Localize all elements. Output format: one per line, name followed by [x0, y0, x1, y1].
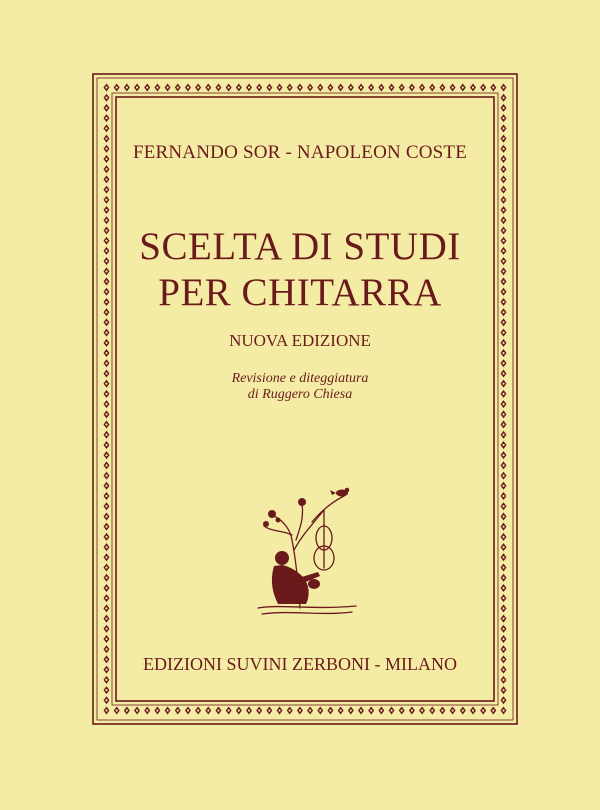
- border-ornament-dot: [116, 709, 118, 711]
- border-ornament-dot: [502, 209, 504, 211]
- border-ornament-dot: [105, 648, 107, 650]
- border-ornament-dot: [289, 86, 291, 88]
- border-ornament-dot: [105, 454, 107, 456]
- border-ornament-dot: [105, 577, 107, 579]
- border-ornament-dot: [502, 597, 504, 599]
- border-ornament-dot: [502, 352, 504, 354]
- border-ornament-dot: [238, 709, 240, 711]
- border-ornament-dot: [482, 709, 484, 711]
- border-ornament-dot: [319, 86, 321, 88]
- border-ornament-dot: [105, 117, 107, 119]
- border-ornament-dot: [502, 638, 504, 640]
- border-ornament-dot: [441, 709, 443, 711]
- border-ornament-dot: [340, 86, 342, 88]
- border-ornament-dot: [370, 86, 372, 88]
- border-ornament-dot: [105, 587, 107, 589]
- border-ornament-dot: [350, 86, 352, 88]
- border-ornament-dot: [502, 117, 504, 119]
- border-ornament-dot: [502, 617, 504, 619]
- border-ornament-dot: [217, 86, 219, 88]
- border-ornament-dot: [278, 709, 280, 711]
- border-ornament-dot: [105, 526, 107, 528]
- border-ornament-dot: [105, 168, 107, 170]
- border-ornament-dot: [350, 709, 352, 711]
- border-ornament-dot: [380, 86, 382, 88]
- border-ornament-dot: [177, 86, 179, 88]
- border-ornament-dot: [452, 709, 454, 711]
- border-ornament-dot: [502, 219, 504, 221]
- border-ornament-dot: [207, 86, 209, 88]
- border-ornament-dot: [502, 689, 504, 691]
- border-ornament-dot: [166, 709, 168, 711]
- border-ornament-dot: [502, 515, 504, 517]
- border-ornament-dot: [105, 444, 107, 446]
- border-ornament-dot: [319, 709, 321, 711]
- border-ornament-dot: [146, 709, 148, 711]
- border-ornament-dot: [462, 709, 464, 711]
- border-ornament-dot: [411, 86, 413, 88]
- border-ornament-dot: [502, 607, 504, 609]
- border-ornament-dot: [390, 86, 392, 88]
- border-ornament-dot: [105, 137, 107, 139]
- border-ornament-dot: [472, 86, 474, 88]
- border-ornament-dot: [502, 362, 504, 364]
- border-ornament-dot: [492, 86, 494, 88]
- border-ornament-dot: [340, 709, 342, 711]
- border-ornament-dot: [502, 464, 504, 466]
- border-ornament-dot: [502, 709, 504, 711]
- border-ornament-dot: [105, 699, 107, 701]
- border-ornament-dot: [105, 413, 107, 415]
- border-ornament-dot: [105, 597, 107, 599]
- border-ornament-dot: [238, 86, 240, 88]
- border-ornament-dot: [197, 709, 199, 711]
- border-ornament-dot: [177, 709, 179, 711]
- border-ornament-dot: [502, 403, 504, 405]
- border-ornament-dot: [228, 86, 230, 88]
- border-ornament-dot: [502, 127, 504, 129]
- border-ornament-dot: [502, 566, 504, 568]
- border-ornament-dot: [502, 97, 504, 99]
- border-ornament-dot: [258, 709, 260, 711]
- border-ornament-dot: [187, 86, 189, 88]
- border-ornament-dot: [502, 699, 504, 701]
- border-ornament-dot: [360, 86, 362, 88]
- border-ornament-dot: [380, 709, 382, 711]
- border-ornament-dot: [207, 709, 209, 711]
- border-ornament-dot: [401, 709, 403, 711]
- border-ornament-dot: [146, 86, 148, 88]
- border-ornament-dot: [502, 423, 504, 425]
- border-ornament-dot: [502, 577, 504, 579]
- border-ornament-dot: [278, 86, 280, 88]
- border-ornament-dot: [105, 189, 107, 191]
- border-ornament-dot: [197, 86, 199, 88]
- border-ornament-dot: [105, 556, 107, 558]
- border-ornament-dot: [329, 709, 331, 711]
- border-ornament-dot: [421, 709, 423, 711]
- border-ornament-dot: [268, 86, 270, 88]
- border-ornament-dot: [502, 546, 504, 548]
- border-ornament-dot: [217, 709, 219, 711]
- border-ornament-dot: [105, 628, 107, 630]
- border-ornament-dot: [502, 321, 504, 323]
- border-ornament-dot: [462, 86, 464, 88]
- border-ornament-dot: [187, 709, 189, 711]
- border-ornament-dot: [421, 86, 423, 88]
- border-ornament-dot: [105, 209, 107, 211]
- border-ornament-dot: [228, 709, 230, 711]
- revision-line-2: di Ruggero Chiesa: [247, 387, 353, 402]
- border-ornament-dot: [502, 536, 504, 538]
- border-ornament-dot: [105, 178, 107, 180]
- border-ornament-dot: [390, 709, 392, 711]
- border-ornament-dot: [289, 709, 291, 711]
- border-ornament-dot: [136, 709, 138, 711]
- border-ornament-dot: [105, 536, 107, 538]
- border-ornament-dot: [502, 505, 504, 507]
- guitarist-under-tree-engraving-icon: [252, 480, 362, 620]
- border-ornament-dot: [105, 434, 107, 436]
- border-ornament-dot: [116, 86, 118, 88]
- border-ornament-dot: [309, 709, 311, 711]
- border-ornament-dot: [502, 168, 504, 170]
- border-ornament-dot: [502, 189, 504, 191]
- border-ornament-dot: [268, 709, 270, 711]
- edition: NUOVA EDIZIONE: [229, 331, 371, 350]
- border-ornament-dot: [105, 362, 107, 364]
- border-ornament-dot: [105, 86, 107, 88]
- border-ornament-dot: [502, 137, 504, 139]
- border-ornament-dot: [105, 495, 107, 497]
- border-ornament-dot: [502, 587, 504, 589]
- border-ornament-dot: [502, 474, 504, 476]
- border-ornament-dot: [502, 454, 504, 456]
- border-ornament-dot: [156, 86, 158, 88]
- border-ornament-dot: [401, 86, 403, 88]
- border-ornament-dot: [502, 679, 504, 681]
- title-line-1: SCELTA DI STUDI: [139, 225, 461, 268]
- publisher: EDIZIONI SUVINI ZERBONI - MILANO: [143, 654, 457, 674]
- border-ornament-dot: [166, 86, 168, 88]
- border-ornament-dot: [105, 219, 107, 221]
- border-ornament-dot: [105, 617, 107, 619]
- border-ornament-dot: [105, 127, 107, 129]
- border-ornament-dot: [248, 86, 250, 88]
- border-ornament-dot: [441, 86, 443, 88]
- border-ornament-dot: [502, 495, 504, 497]
- border-ornament-dot: [105, 638, 107, 640]
- border-ornament-dot: [329, 86, 331, 88]
- border-ornament-dot: [299, 709, 301, 711]
- border-ornament-dot: [105, 474, 107, 476]
- border-ornament-dot: [105, 607, 107, 609]
- border-ornament-dot: [492, 709, 494, 711]
- border-ornament-dot: [502, 107, 504, 109]
- border-ornament-dot: [502, 556, 504, 558]
- authors: FERNANDO SOR - NAPOLEON COSTE: [132, 142, 468, 163]
- border-ornament-dot: [309, 86, 311, 88]
- border-ornament-dot: [482, 86, 484, 88]
- border-ornament-dot: [105, 199, 107, 201]
- border-ornament-dot: [248, 709, 250, 711]
- border-ornament-dot: [105, 689, 107, 691]
- border-ornament-dot: [105, 515, 107, 517]
- border-ornament-dot: [105, 97, 107, 99]
- border-ornament-dot: [126, 709, 128, 711]
- border-ornament-dot: [105, 352, 107, 354]
- border-ornament-dot: [502, 434, 504, 436]
- border-ornament-dot: [502, 178, 504, 180]
- border-ornament-dot: [126, 86, 128, 88]
- border-ornament-dot: [105, 709, 107, 711]
- border-ornament-dot: [105, 566, 107, 568]
- border-ornament-dot: [502, 485, 504, 487]
- border-ornament-dot: [105, 321, 107, 323]
- border-ornament-dot: [502, 444, 504, 446]
- revision-line-1: Revisione e diteggiatura: [231, 371, 369, 386]
- border-ornament-dot: [472, 709, 474, 711]
- border-ornament-dot: [431, 86, 433, 88]
- border-ornament-dot: [502, 199, 504, 201]
- border-ornament-dot: [370, 709, 372, 711]
- border-ornament-dot: [105, 107, 107, 109]
- border-ornament-dot: [105, 679, 107, 681]
- border-ornament-dot: [105, 546, 107, 548]
- border-ornament-dot: [502, 648, 504, 650]
- border-ornament-dot: [502, 86, 504, 88]
- border-ornament-dot: [105, 403, 107, 405]
- border-ornament-dot: [431, 709, 433, 711]
- border-ornament-dot: [105, 505, 107, 507]
- border-ornament-dot: [105, 464, 107, 466]
- border-ornament-dot: [502, 628, 504, 630]
- border-ornament-dot: [360, 709, 362, 711]
- border-ornament-dot: [502, 413, 504, 415]
- border-ornament-dot: [105, 423, 107, 425]
- border-ornament-dot: [502, 526, 504, 528]
- border-ornament-dot: [299, 86, 301, 88]
- border-ornament-dot: [105, 485, 107, 487]
- border-ornament-dot: [156, 709, 158, 711]
- border-ornament-dot: [411, 709, 413, 711]
- border-ornament-dot: [258, 86, 260, 88]
- border-ornament-dot: [452, 86, 454, 88]
- border-ornament-dot: [136, 86, 138, 88]
- title-line-2: PER CHITARRA: [158, 271, 442, 314]
